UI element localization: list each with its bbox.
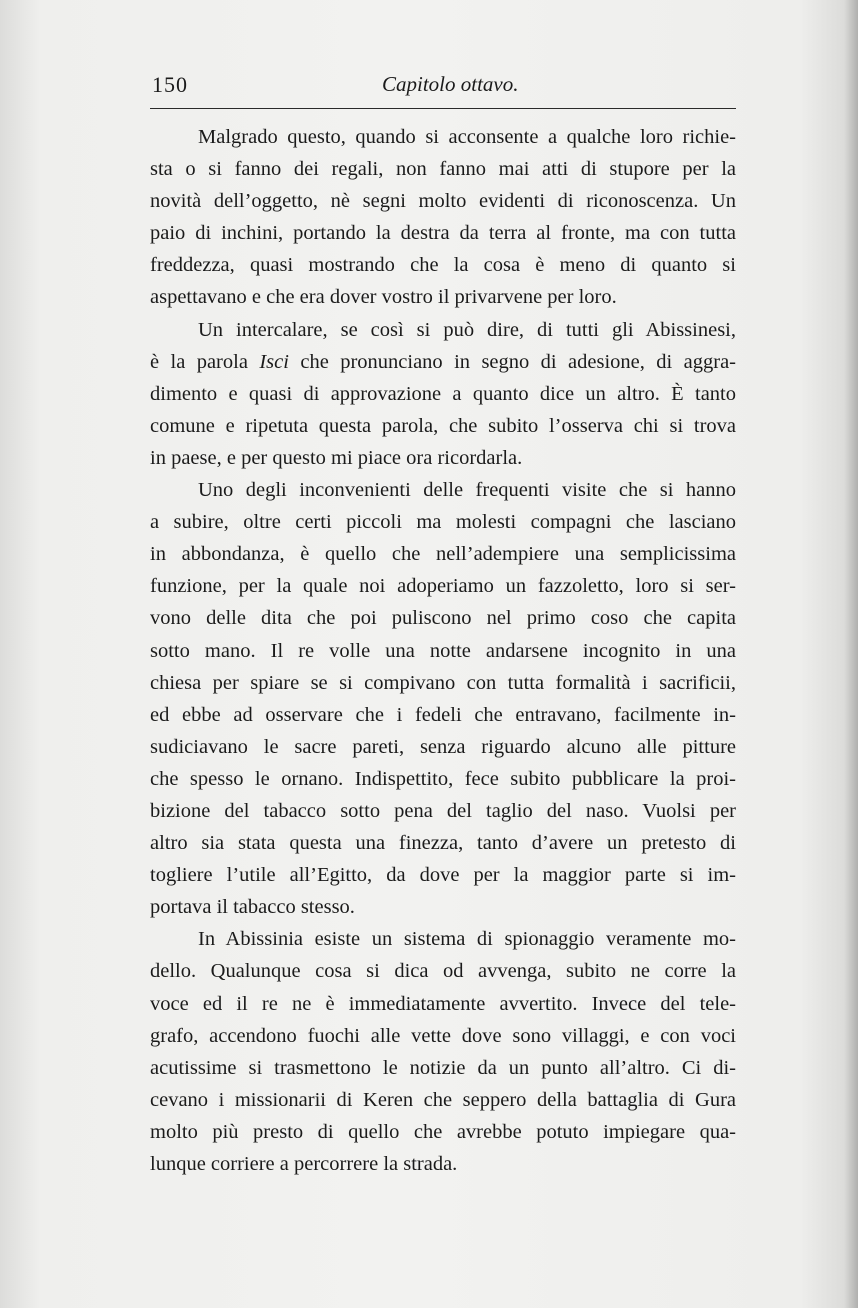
- text-line: novità dell’oggetto, nè segni molto evidenti di riconoscenza. Un: [150, 190, 736, 213]
- text-line: cevano i missionarii di Keren che seppero della battaglia di Gura: [150, 1088, 736, 1111]
- text-line: in abbondanza, è quello che nell’adempiere una semplicissima: [150, 543, 736, 566]
- page-number: 150: [152, 72, 188, 97]
- text-line: acutissime si trasmettono le notizie da un punto all’altro. Ci di-: [150, 1056, 736, 1079]
- page-header: [150, 72, 735, 106]
- text-line: freddezza, quasi mostrando che la cosa è meno di quanto si: [150, 254, 736, 277]
- body-text: [150, 121, 736, 1180]
- text-line: ed ebbe ad osservare che i fedeli che entravano, facilmente in-: [150, 703, 736, 726]
- text-line: vono delle dita che poi puliscono nel primo coso che capita: [150, 607, 736, 630]
- text-line: sotto mano. Il re volle una notte andarsene incognito in una: [150, 639, 736, 662]
- text-line: sta o si fanno dei regali, non fanno mai atti di stupore per la: [150, 158, 736, 181]
- text-line: è la parola Isci che pronunciano in segno di adesione, di aggra-: [150, 350, 736, 373]
- text-line: grafo, accendono fuochi alle vette dove sono villaggi, e con voci: [150, 1024, 736, 1047]
- text-line: dimento e quasi di approvazione a quanto dice un altro. È tanto: [150, 382, 736, 405]
- page-edge-shadow: [844, 0, 858, 1308]
- text-line: sudiciavano le sacre pareti, senza riguardo alcuno alle pitture: [150, 735, 736, 758]
- paragraph: [150, 923, 736, 1180]
- text-line: a subire, oltre certi piccoli ma molesti compagni che lasciano: [150, 511, 736, 534]
- text-line: Un intercalare, se così si può dire, di tutti gli Abissinesi,: [198, 318, 736, 341]
- header-rule: [150, 108, 736, 109]
- text-line: Malgrado questo, quando si acconsente a qualche loro richie-: [198, 126, 736, 148]
- text-line: che spesso le ornano. Indispettito, fece subito pubblicare la proi-: [150, 767, 736, 790]
- running-title: Capitolo ottavo.: [382, 72, 519, 96]
- text-line: Uno degli inconvenienti delle frequenti visite che si hanno: [198, 479, 736, 502]
- text-line: altro sia stata questa una finezza, tanto d’avere un pretesto di: [150, 832, 736, 855]
- text-line: dello. Qualunque cosa si dica od avvenga, subito ne corre la: [150, 960, 736, 983]
- text-line: togliere l’utile all’Egitto, da dove per la maggior parte si im-: [150, 864, 736, 887]
- italic-word: Isci: [259, 350, 289, 373]
- text-line: bizione del tabacco sotto pena del taglio del naso. Vuolsi per: [150, 799, 736, 822]
- paragraph: [150, 474, 736, 923]
- text-line: in paese, e per questo mi piace ora ricordarla.: [150, 446, 523, 469]
- text-line: aspettavano e che era dover vostro il privarvene per loro.: [150, 286, 617, 309]
- paragraph: [150, 121, 736, 314]
- text-line: comune e ripetuta questa parola, che subito l’osserva chi si trova: [150, 414, 736, 437]
- text-line: portava il tabacco stesso.: [150, 896, 355, 919]
- text-line: paio di inchini, portando la destra da terra al fronte, ma con tutta: [150, 222, 736, 245]
- text-line: molto più presto di quello che avrebbe potuto impiegare qua-: [150, 1120, 736, 1143]
- text-line: lunque corriere a percorrere la strada.: [150, 1153, 458, 1175]
- text-line: funzione, per la quale noi adoperiamo un fazzoletto, loro si ser-: [150, 575, 736, 598]
- text-line: voce ed il re ne è immediatamente avvertito. Invece del tele-: [150, 992, 736, 1015]
- text-line: In Abissinia esiste un sistema di spionaggio veramente mo-: [198, 928, 736, 951]
- paragraph: [150, 314, 736, 474]
- text-line: chiesa per spiare se si compivano con tutta formalità i sacrificii,: [150, 671, 736, 694]
